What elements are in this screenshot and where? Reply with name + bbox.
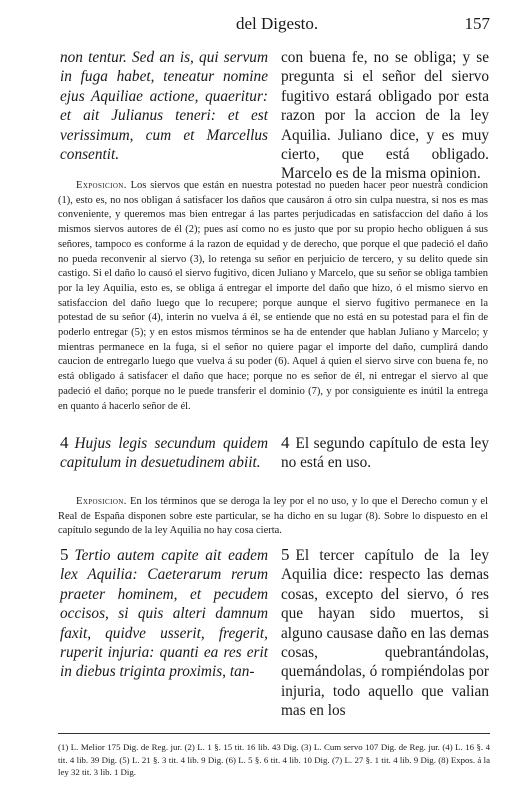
spanish-section-4 (281, 433, 489, 473)
footnote-divider (58, 733, 490, 734)
exposition-label: Exposicion. (76, 496, 127, 507)
spanish-section-5 (281, 545, 489, 721)
page-number: 157 (464, 14, 490, 33)
exposition-text: En los términos que se deroga la ley por el no uso, y lo que el Derecho comun y el Real de España disponen sobre este particular, se ha dicho en su lugar (8). Sobre lo dispuesto en el capítulo segundo de la ley Aquilia no hay cosa cierta. (58, 496, 488, 537)
latin-section-4 (60, 433, 268, 473)
exposition-text: Los siervos que están en nuestra potestad no pueden hacer peor nuestra condicion (1), esto es, no nos obligan á satisfacer los daños que causáron á otro sin culpa nuestra, si nos es mas conveniente, y queremos mas bien entregar á las partes perjudicadas en satisfaccion del daño á los mismos siervos autores de él (2); pues así como no es justo que por su propio hecho obliguen á sus señores, tampoco es conforme á la razon de equidad y de derecho, que porque el que padeció el daño no pueda reconvenir al siervo (3), lo retenga su señor en perjuicio de tercero, y su delito quede sin castigo. Si el daño lo causó el siervo fugitivo, dicen Juliano y Marcelo, que su señor se obliga tambien por la ley Aquilia, esto es, se obliga á entregar el importe del daño que hizo, ó el mismo siervo en satisfaccion del daño luego que lo recupere; porque aunque el siervo fugitivo permanece en la potestad de su señor (4), interin no vuelva á él, se entiende que no está en su potestad para el fin de poderlo entregar (5); y en estos mismos términos se ha de entender que hablan Juliano y Marcelo; y mientras permanece en la fuga, si el señor no quiere pagar el importe del daño, cumplirá dando caucion de entregarlo luego que vuelva á su poder (6). Aquel á quien el siervo sirve con buena fe, no está obligado á satisfacer el daño que hace; porque no es señor de él, ni entregar el siervo al que padeció el daño; porque no le puede transferir el dominio (7), y por consiguiente es inútil la entrega en quanto á hacerlo señor de él. (58, 180, 488, 412)
latin-section-5 (60, 545, 268, 682)
spanish-column-block1: con buena fe, no se obliga; y se pregunta si el señor del siervo fugitivo estará obligado por esta razon por la accion de la ley Aquilia. Juliano dice, y es muy cierto, que está obligado. Marcelo es de la misma opinion. (281, 49, 489, 183)
section-number: 4 (60, 433, 69, 452)
spanish-text: El tercer capítulo de la ley Aquilia dice: respecto las demas cosas, excepto del siervo, ó res que hayan sido muertos, si alguno causase daño en las demas cosas, quebrantándolas, quemándolas, ó rompiéndolas por injuria, todo aquello que valian mas en los (281, 547, 489, 720)
section-number: 5 (60, 545, 69, 564)
latin-text: Hujus legis secundum quidem capitulum in desuetudinem abiit. (60, 435, 268, 472)
latin-text: Tertio autem capite ait eadem lex Aquilia: Caeterarum rerum praeter hominem, et pecudem occisos, si quis alteri damnum faxit, quidve usserit, fregerit, ruperit injuria: quanti ea res erit in diebus triginta proximis, tan- (60, 547, 268, 681)
section-number: 4 (281, 433, 290, 452)
latin-column-block1: non tentur. Sed an is, qui servum in fuga habet, teneatur nomine ejus Aquiliae actione, quaeritur: et ait Julianus teneri: et est verissimum, cum et Marcellus consentit. (60, 49, 268, 164)
spanish-text: El segundo capítulo de esta ley no está en uso. (281, 435, 489, 472)
exposition-2 (58, 495, 488, 539)
running-title: del Digesto. (236, 14, 319, 33)
exposition-1 (58, 179, 488, 414)
exposition-label: Exposicion. (76, 180, 127, 191)
running-header (60, 14, 490, 38)
footnotes: (1) L. Melior 175 Dig. de Reg. jur. (2) L. 1 §. 15 tit. 16 lib. 43 Dig. (3) L. Cum servo 107 Dig. de Reg. jur. (4) L. 16 §. 4 tit. 4 lib. 39 Dig. (5) L. 21 §. 3 tit. 4 lib. 9 Dig. (6) L. 5 §. 6 tit. 4 lib. 10 Dig. (7) L. 27 §. 1 tit. 4 lib. 9 Dig. (8) Expos. á la ley 32 tit. 3 lib. 1 Dig. (58, 742, 490, 778)
section-number: 5 (281, 545, 290, 564)
